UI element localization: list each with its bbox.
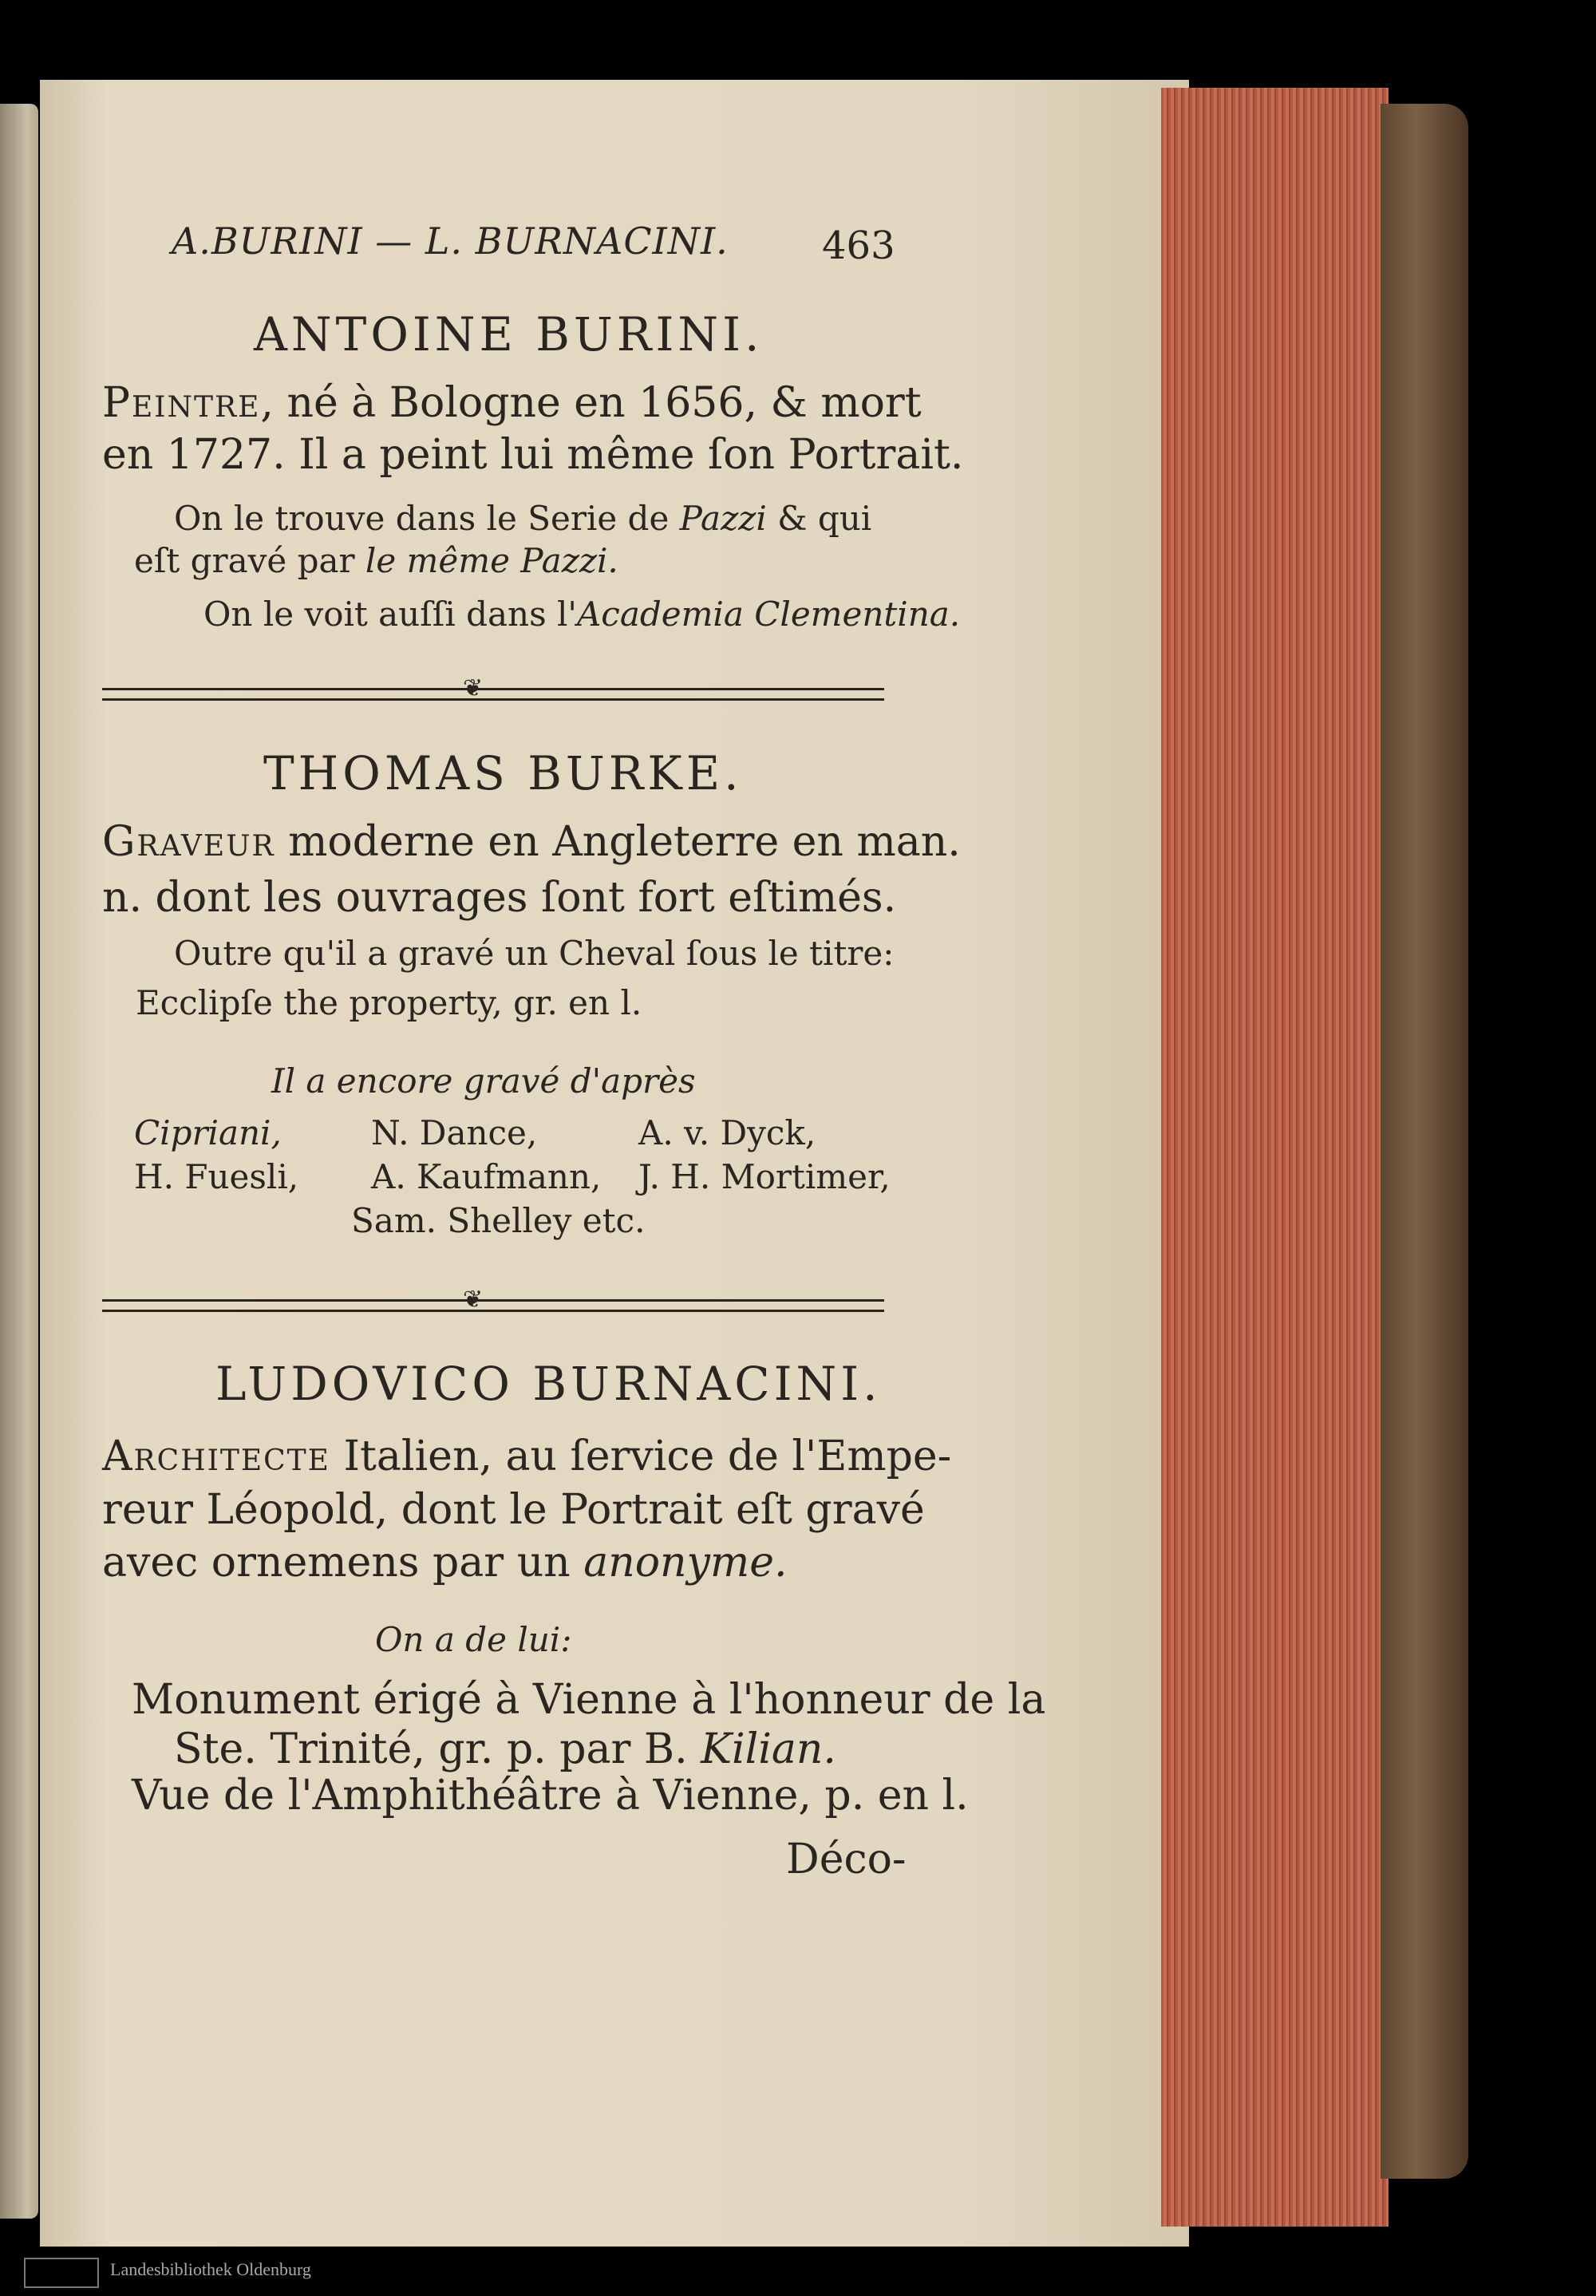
running-title: A.BURINI — L. BURNACINI. [172, 219, 729, 263]
entry-text: Architecte Italien, au ſervice de l'Empe- [102, 1433, 952, 1480]
entry-text: n. dont les ouvrages ſont fort eſtimés. [102, 874, 897, 922]
artist-name: H. Fuesli, [134, 1157, 299, 1196]
entry-title-burnacini: LUDOVICO BURNACINI. [215, 1357, 882, 1411]
library-name: Landesbibliothek Oldenburg [110, 2259, 311, 2279]
page-number: 463 [822, 223, 895, 268]
ornament: ❦ [463, 674, 484, 702]
entry-text: Peintre, né à Bologne en 1656, & mort [102, 379, 922, 427]
artist-name: Cipriani, [134, 1113, 282, 1152]
entry-text: avec ornemens par un anonyme. [102, 1539, 788, 1587]
library-logo [24, 2258, 99, 2288]
artist-name: N. Dance, [371, 1113, 538, 1152]
ornament: ❦ [463, 1286, 484, 1314]
entry-text: en 1727. Il a peint lui même ſon Portrait. [102, 431, 964, 479]
work-entry: Monument érigé à Vienne à l'honneur de la [132, 1676, 1046, 1724]
entry-note: eſt gravé par le même Pazzi. [134, 541, 618, 580]
footer-bar [0, 2247, 1596, 2296]
entry-note: Ecclipſe the property, gr. en l. [136, 983, 642, 1022]
work-entry: Ste. Trinité, gr. p. par B. Kilian. [174, 1725, 836, 1773]
entry-text: reur Léopold, dont le Portrait eſt gravé [102, 1486, 925, 1534]
entry-subhead: On a de lui: [375, 1620, 572, 1659]
ornamental-rule [102, 688, 884, 701]
entry-text: Graveur moderne en Angleterre en man. [102, 818, 961, 866]
work-entry: Vue de l'Amphithéâtre à Vienne, p. en l. [132, 1772, 969, 1820]
entry-title-burini: ANTOINE BURINI. [254, 307, 764, 362]
artist-name: A. v. Dyck, [638, 1113, 816, 1152]
catchword: Déco- [786, 1836, 907, 1883]
entry-note: On le voit auſſi dans l'Academia Clementina. [203, 595, 961, 634]
artist-name: Sam. Shelley etc. [351, 1201, 646, 1240]
entry-subhead: Il a encore gravé d'après [271, 1061, 696, 1101]
artist-name: J. H. Mortimer, [638, 1157, 891, 1196]
entry-note: On le trouve dans le Serie de Pazzi & qui [174, 499, 872, 538]
entry-title-burke: THOMAS BURKE. [263, 746, 743, 800]
entry-note: Outre qu'il a gravé un Cheval ſous le titre: [174, 934, 895, 973]
facing-page-edge [0, 104, 38, 2219]
book-binding [1381, 104, 1468, 2179]
artist-name: A. Kaufmann, [371, 1157, 602, 1196]
page-edges [1161, 88, 1389, 2227]
ornamental-rule [102, 1299, 884, 1312]
